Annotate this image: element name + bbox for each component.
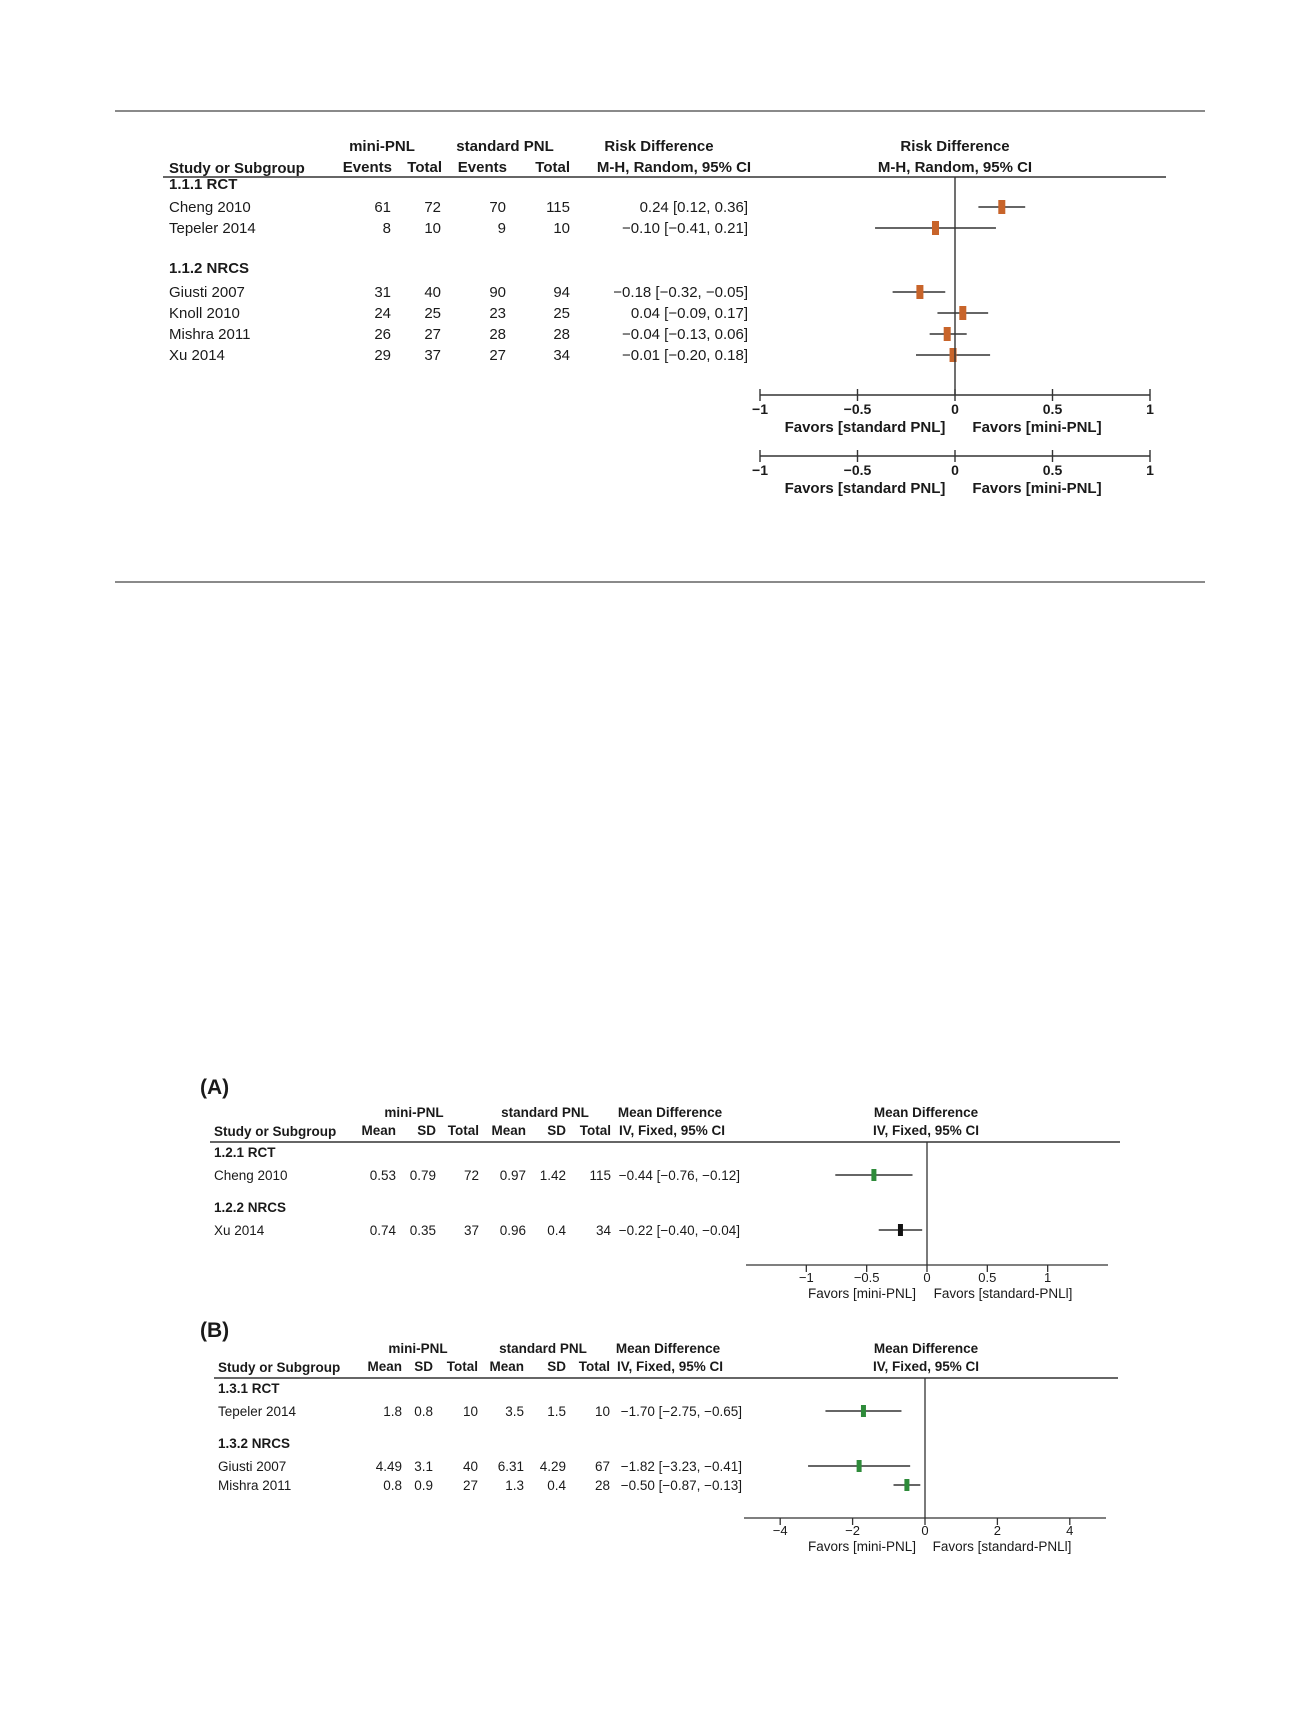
subgroup-label: 1.3.2 NRCS xyxy=(218,1436,291,1451)
effect-header: Mean Difference xyxy=(615,1341,721,1356)
x-tick-label: −1 xyxy=(752,462,768,478)
effect-header: Risk Difference xyxy=(604,138,714,155)
x-tick-label: −1 xyxy=(798,1270,814,1285)
data-cell: 0.4 xyxy=(547,1478,566,1493)
group2-header: standard PNL xyxy=(501,1105,589,1120)
data-cell: 3.5 xyxy=(505,1404,524,1419)
study-name: Giusti 2007 xyxy=(169,284,245,301)
g2-events: 90 xyxy=(489,284,506,301)
column-header: Mean xyxy=(361,1123,396,1138)
g1-total: 27 xyxy=(424,326,441,343)
favors-right-label: Favors [standard-PNLl] xyxy=(933,1286,1073,1301)
study-name: Mishra 2011 xyxy=(218,1478,292,1493)
effect-ci-text: −0.50 [−0.87, −0.13] xyxy=(620,1478,742,1493)
data-cell: 0.96 xyxy=(499,1223,526,1238)
favors-left-label: Favors [mini-PNL] xyxy=(807,1539,917,1554)
favors-left-label: Favors [standard PNL] xyxy=(784,480,946,497)
data-cell: 37 xyxy=(463,1223,479,1238)
study-name: Xu 2014 xyxy=(214,1223,265,1238)
g1-total: 37 xyxy=(424,347,441,364)
subgroup-label: 1.2.2 NRCS xyxy=(214,1200,287,1215)
data-cell: 0.8 xyxy=(383,1478,402,1493)
effect-method-header: IV, Fixed, 95% CI xyxy=(616,1359,724,1374)
g2-total-header: Total xyxy=(535,159,570,176)
data-cell: 0.53 xyxy=(369,1168,396,1183)
g1-events: 31 xyxy=(374,284,391,301)
favors-right-label: Favors [mini-PNL] xyxy=(972,480,1102,497)
data-cell: 10 xyxy=(462,1404,478,1419)
g2-events: 23 xyxy=(489,305,506,322)
x-tick-label: 1 xyxy=(1044,1270,1052,1285)
group1-header: mini-PNL xyxy=(384,1105,444,1120)
study-column-header: Study or Subgroup xyxy=(218,1360,341,1375)
g2-total: 115 xyxy=(546,199,570,216)
study-name: Xu 2014 xyxy=(169,347,225,364)
group1-header: mini-PNL xyxy=(388,1341,448,1356)
study-name: Tepeler 2014 xyxy=(169,220,256,237)
data-cell: 1.3 xyxy=(505,1478,524,1493)
x-tick-label: −4 xyxy=(772,1523,788,1538)
g1-total: 10 xyxy=(424,220,441,237)
column-header: Total xyxy=(579,1123,611,1138)
effect-ci-text: −0.04 [−0.13, 0.06] xyxy=(622,326,748,343)
data-cell: 0.8 xyxy=(414,1404,433,1419)
column-header: Total xyxy=(578,1359,610,1374)
x-tick-label: 0 xyxy=(951,401,959,417)
plot-effect-method-header: IV, Fixed, 95% CI xyxy=(872,1359,980,1374)
plot-effect-header: Mean Difference xyxy=(873,1341,979,1356)
x-tick-label: −2 xyxy=(845,1523,861,1538)
data-cell: 0.9 xyxy=(414,1478,433,1493)
x-tick-label: 4 xyxy=(1066,1523,1074,1538)
g2-total: 34 xyxy=(553,347,570,364)
x-tick-label: −0.5 xyxy=(853,1270,880,1285)
g1-events: 26 xyxy=(374,326,391,343)
x-tick-label: 0.5 xyxy=(978,1270,997,1285)
g2-events-header: Events xyxy=(457,159,507,176)
data-cell: 1.8 xyxy=(383,1404,402,1419)
study-column-header: Study or Subgroup xyxy=(214,1124,337,1139)
data-cell: 0.97 xyxy=(499,1168,526,1183)
x-tick-label: 0.5 xyxy=(1042,401,1063,417)
data-cell: 0.74 xyxy=(369,1223,396,1238)
g2-total: 94 xyxy=(553,284,570,301)
point-estimate xyxy=(959,306,966,320)
x-tick-label: 1 xyxy=(1146,462,1154,478)
subgroup-label: 1.1.2 NRCS xyxy=(169,260,250,277)
point-estimate xyxy=(916,285,923,299)
g2-total: 25 xyxy=(553,305,570,322)
plot-effect-header: Risk Difference xyxy=(900,138,1010,155)
effect-ci-text: −1.82 [−3.23, −0.41] xyxy=(620,1459,742,1474)
panel-a-mean-difference-forest-plot xyxy=(200,1076,1120,1301)
study-name: Knoll 2010 xyxy=(169,305,240,322)
risk-difference-forest-plot xyxy=(163,138,1166,497)
panel-label: (A) xyxy=(200,1076,230,1099)
g2-total: 10 xyxy=(553,220,570,237)
effect-header: Mean Difference xyxy=(617,1105,723,1120)
effect-ci-text: −0.01 [−0.20, 0.18] xyxy=(622,347,748,364)
data-cell: 72 xyxy=(463,1168,479,1183)
g1-events: 29 xyxy=(374,347,391,364)
data-cell: 40 xyxy=(462,1459,478,1474)
effect-ci-text: −1.70 [−2.75, −0.65] xyxy=(620,1404,742,1419)
effect-ci-text: −0.18 [−0.32, −0.05] xyxy=(613,284,748,301)
data-cell: 1.42 xyxy=(539,1168,566,1183)
effect-ci-text: 0.04 [−0.09, 0.17] xyxy=(630,305,748,322)
group2-header: standard PNL xyxy=(456,138,554,155)
x-tick-label: 0 xyxy=(923,1270,931,1285)
effect-ci-text: −0.10 [−0.41, 0.21] xyxy=(622,220,748,237)
x-tick-label: −0.5 xyxy=(843,401,872,417)
study-name: Cheng 2010 xyxy=(214,1168,288,1183)
point-estimate xyxy=(861,1405,866,1417)
plot-effect-method-header: M-H, Random, 95% CI xyxy=(877,159,1033,176)
x-tick-label: 2 xyxy=(993,1523,1002,1538)
favors-right-label: Favors [mini-PNL] xyxy=(972,419,1102,436)
column-header: Mean xyxy=(367,1359,402,1374)
g1-total: 40 xyxy=(424,284,441,301)
panel-b-mean-difference-forest-plot xyxy=(200,1319,1118,1554)
group1-header: mini-PNL xyxy=(349,138,415,155)
g1-total-header: Total xyxy=(407,159,442,176)
x-tick-label: 0 xyxy=(951,462,959,478)
x-tick-label: −0.5 xyxy=(843,462,872,478)
x-tick-label: −1 xyxy=(752,401,768,417)
column-header: Total xyxy=(446,1359,478,1374)
study-name: Cheng 2010 xyxy=(169,199,251,216)
effect-ci-text: 0.24 [0.12, 0.36] xyxy=(639,199,748,216)
study-name: Giusti 2007 xyxy=(218,1459,287,1474)
favors-left-label: Favors [mini-PNL] xyxy=(807,1286,917,1301)
column-header: SD xyxy=(414,1359,433,1374)
group2-header: standard PNL xyxy=(499,1341,587,1356)
data-cell: 4.49 xyxy=(375,1459,402,1474)
point-estimate xyxy=(998,200,1005,214)
x-tick-label: 1 xyxy=(1146,401,1154,417)
point-estimate xyxy=(871,1169,876,1181)
data-cell: 67 xyxy=(594,1459,610,1474)
point-estimate xyxy=(932,221,939,235)
plot-effect-header: Mean Difference xyxy=(873,1105,979,1120)
data-cell: 115 xyxy=(589,1168,611,1183)
column-header: SD xyxy=(417,1123,436,1138)
data-cell: 4.29 xyxy=(539,1459,566,1474)
favors-right-label: Favors [standard-PNLl] xyxy=(932,1539,1072,1554)
data-cell: 27 xyxy=(462,1478,478,1493)
effect-ci-text: −0.44 [−0.76, −0.12] xyxy=(618,1168,740,1183)
x-tick-label: 0 xyxy=(921,1523,929,1538)
point-estimate xyxy=(898,1224,903,1236)
data-cell: 0.35 xyxy=(409,1223,436,1238)
g1-events: 61 xyxy=(374,199,391,216)
data-cell: 28 xyxy=(594,1478,610,1493)
g2-events: 70 xyxy=(489,199,506,216)
column-header: SD xyxy=(547,1359,566,1374)
effect-method-header: IV, Fixed, 95% CI xyxy=(618,1123,726,1138)
column-header: Mean xyxy=(491,1123,526,1138)
study-name: Tepeler 2014 xyxy=(218,1404,297,1419)
subgroup-label: 1.2.1 RCT xyxy=(214,1145,276,1160)
data-cell: 3.1 xyxy=(414,1459,433,1474)
g1-events: 24 xyxy=(374,305,391,322)
point-estimate xyxy=(857,1460,862,1472)
data-cell: 34 xyxy=(595,1223,611,1238)
g1-events-header: Events xyxy=(342,159,392,176)
g2-events: 28 xyxy=(489,326,506,343)
subgroup-label: 1.3.1 RCT xyxy=(218,1381,280,1396)
plot-effect-method-header: IV, Fixed, 95% CI xyxy=(872,1123,980,1138)
g1-total: 72 xyxy=(424,199,441,216)
g2-total: 28 xyxy=(553,326,570,343)
g2-events: 27 xyxy=(489,347,506,364)
g1-total: 25 xyxy=(424,305,441,322)
data-cell: 0.79 xyxy=(409,1168,436,1183)
g1-events: 8 xyxy=(382,220,391,237)
data-cell: 6.31 xyxy=(497,1459,524,1474)
study-name: Mishra 2011 xyxy=(169,326,251,343)
data-cell: 10 xyxy=(594,1404,610,1419)
column-header: Total xyxy=(447,1123,479,1138)
effect-ci-text: −0.22 [−0.40, −0.04] xyxy=(618,1223,740,1238)
column-header: Mean xyxy=(489,1359,524,1374)
x-tick-label: 0.5 xyxy=(1042,462,1063,478)
point-estimate xyxy=(944,327,951,341)
subgroup-label: 1.1.1 RCT xyxy=(169,176,238,193)
effect-method-header: M-H, Random, 95% CI xyxy=(596,159,752,176)
point-estimate xyxy=(904,1479,909,1491)
column-header: SD xyxy=(547,1123,566,1138)
study-column-header: Study or Subgroup xyxy=(169,160,305,177)
favors-left-label: Favors [standard PNL] xyxy=(784,419,946,436)
g2-events: 9 xyxy=(497,220,506,237)
data-cell: 0.4 xyxy=(547,1223,566,1238)
panel-label: (B) xyxy=(200,1319,230,1342)
data-cell: 1.5 xyxy=(547,1404,566,1419)
